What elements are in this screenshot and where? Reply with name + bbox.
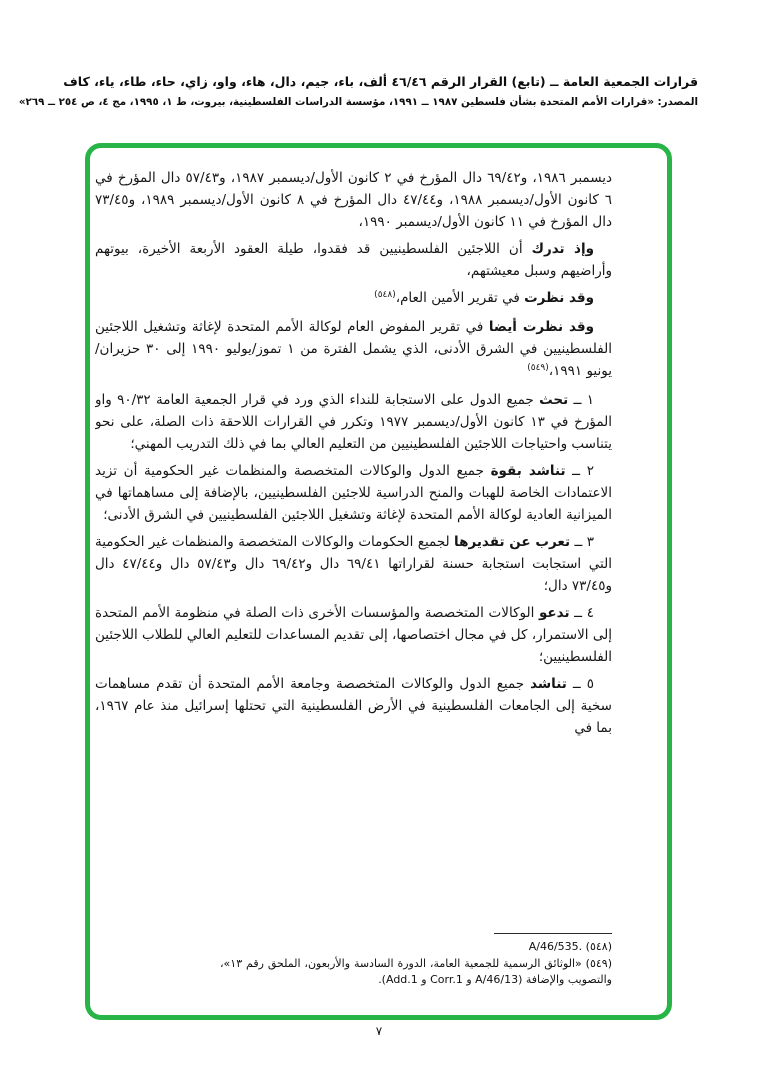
text-segment: ٢ ــ <box>565 463 594 479</box>
text-segment: الوكالات المتخصصة والمؤسسات الأخرى ذات الصلة في منظومة الأمم المتحدة إلى الاستمرار، كل في مجال اختصاصها، إلى تقديم المساعدات للتعليم العالي للطلاب اللاجئين الفلسطينيين؛ <box>95 605 612 665</box>
text-segment: وقد نظرت أيضا <box>488 319 595 335</box>
text-segment: في تقرير الأمين العام، <box>395 290 525 306</box>
text-segment: تناشد <box>530 676 567 692</box>
text-segment: تعرب عن تقديرها <box>454 534 571 550</box>
text-segment: تناشد بقوة <box>490 463 566 479</box>
text-segment: جميع الدول والوكالات المتخصصة والمنظمات غير الحكومية أن تزيد الاعتمادات الخاصة للهبات والمنح الدراسية للاجئين الفلسطينيين، بالإضافة إلى مساهماتها في الميزانية العادية لوكالة الأمم المتحدة لإغاثة وتشغيل اللاجئين الفلسطينيين في الشرق الأدنى؛ <box>95 463 612 523</box>
footnote-ref: (٥٤٨) <box>374 290 396 300</box>
text-segment: ١ ــ <box>568 392 594 408</box>
page-number: ٧ <box>375 1024 383 1038</box>
text-segment: جميع الدول والوكالات المتخصصة وجامعة الأمم المتحدة أن تقدم مساهمات سخية إلى الجامعات الفلسطينية في الأرض الفلسطينية التي تحتلها إسرائيل منذ عام ١٩٦٧، بما في <box>95 676 612 736</box>
footnote-2: (٥٤٩) «الوثائق الرسمية للجمعية العامة، الدورة السادسة والأربعون، الملحق رقم ١٣»، والتصويب والإضافة (A/46/13 و Corr.1 و Add.1). <box>220 956 612 986</box>
text-segment: تدعو <box>538 605 570 621</box>
paragraph-7 <box>95 531 612 597</box>
page-header <box>18 74 698 108</box>
text-segment: في تقرير المفوض العام لوكالة الأمم المتحدة لإغاثة وتشغيل اللاجئين الفلسطينيين في الشرق الأدنى، الذي يشمل الفترة من ١ تموز/يوليو ١٩٩٠ إلى ٣٠ حزيران/يونيو ١٩٩١، <box>95 319 612 379</box>
text-segment: وإذ تدرك <box>531 241 594 257</box>
text-segment: جميع الدول على الاستجابة للنداء الذي ورد في قرار الجمعية العامة ٩٠/٣٢ واو المؤرخ في ١٣ كانون الأول/ديسمبر ١٩٧٧ وتكرر في القرارات اللاحقة ذات الصلة، على نحو يتناسب واحتياجات اللاجئين الفلسطينيين من التعليم العالي بما في ذلك التدريب المهني؛ <box>95 392 612 452</box>
paragraph-8 <box>95 602 612 668</box>
paragraph-6 <box>95 460 612 526</box>
footnote-separator <box>494 933 612 934</box>
paragraph-1 <box>95 167 612 233</box>
text-segment: ٥ ــ <box>566 676 594 692</box>
resolution-body-text <box>95 167 612 929</box>
text-segment: لجميع الحكومات والوكالات المتخصصة والمنظمات غير الحكومية التي استجابت استجابة حسنة لقراراتها ٦٩/٤١ دال و٦٩/٤٢ دال و٥٧/٤٣ دال و٤٧/٤٤ دال و٧٣/٤٥ دال؛ <box>95 534 612 594</box>
text-segment: ديسمبر ١٩٨٦، و٦٩/٤٢ دال المؤرخ في ٢ كانون الأول/ديسمبر ١٩٨٧، و٥٧/٤٣ دال المؤرخ في ٦ كانون الأول/ديسمبر ١٩٨٨، و٤٧/٤٤ دال المؤرخ في ٨ كانون الأول/ديسمبر ١٩٨٩، و٧٣/٤٥ دال المؤرخ في ١١ كانون الأول/ديسمبر ١٩٩٠، <box>95 170 612 230</box>
footnote-1: (٥٤٨) A/46/535.‎ <box>528 940 612 953</box>
text-segment: أن اللاجئين الفلسطينيين قد فقدوا، طيلة العقود الأربعة الأخيرة، بيوتهم وأراضيهم وسبل معيشتهم، <box>95 241 612 279</box>
paragraph-5 <box>95 389 612 455</box>
footnote-ref: (٥٤٩) <box>527 363 549 373</box>
text-segment: ٣ ــ <box>570 534 594 550</box>
paragraph-4 <box>95 316 612 384</box>
paragraph-2 <box>95 238 612 282</box>
text-segment: تحث <box>539 392 569 408</box>
header-source-line: المصدر: «قرارات الأمم المتحدة بشأن فلسطين ١٩٨٧ ــ ١٩٩١، مؤسسة الدراسات الفلسطينية، بيروت، ط ١، ١٩٩٥، مج ٤، ص ٢٥٤ ــ ٢٦٩» <box>18 96 698 108</box>
footnotes-block <box>220 939 612 989</box>
paragraph-3 <box>95 287 612 311</box>
text-segment: وقد نظرت <box>524 290 594 306</box>
paragraph-9 <box>95 673 612 739</box>
text-segment: ٤ ــ <box>569 605 594 621</box>
header-title: قرارات الجمعية العامة ــ (تابع) القرار الرقم ٤٦/٤٦ ألف، باء، جيم، دال، هاء، واو، زاي، حاء، طاء، ياء، كاف <box>63 74 698 89</box>
